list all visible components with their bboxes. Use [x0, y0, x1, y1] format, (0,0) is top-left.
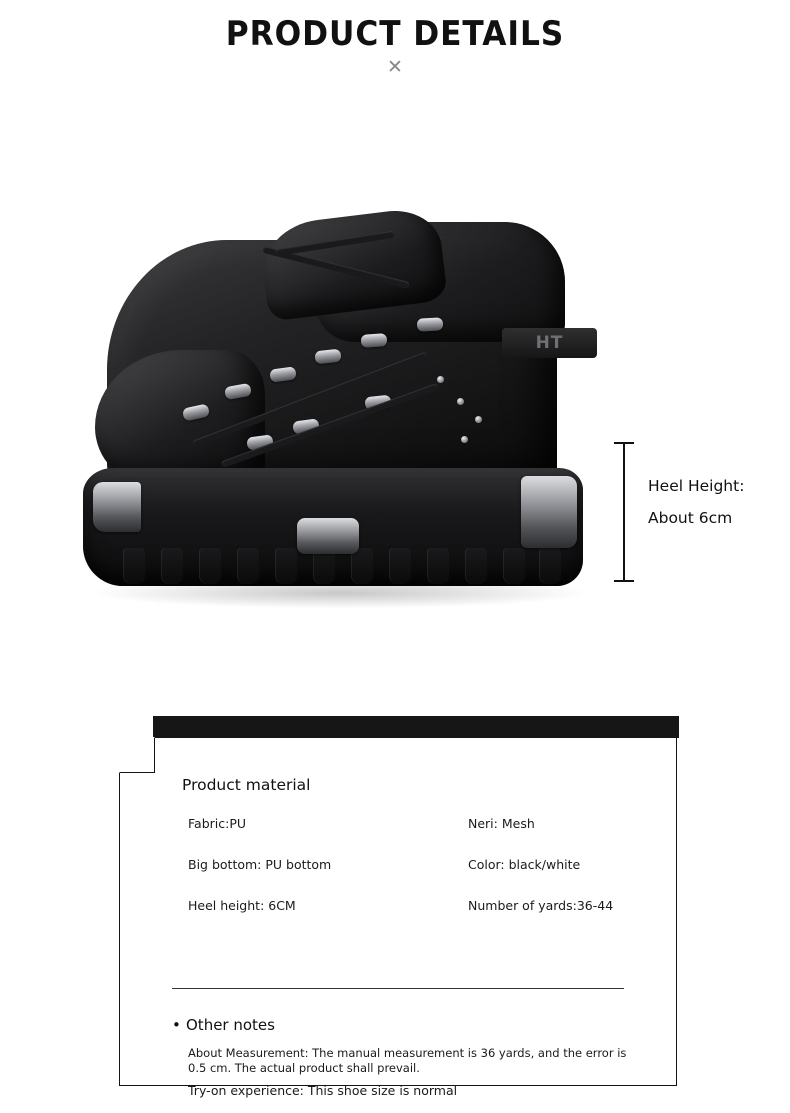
measure-line	[623, 442, 625, 582]
sole-tread	[237, 548, 259, 584]
metal-center-plate	[297, 518, 359, 554]
heel-height-measure-bar	[612, 438, 638, 586]
other-notes-body	[188, 1046, 648, 1098]
heel-height-label-line2: About 6cm	[648, 509, 733, 527]
sole-tread	[351, 548, 373, 584]
heel-height-label	[648, 470, 790, 534]
specs-column-left	[188, 816, 418, 939]
card-folded-corner	[120, 738, 155, 773]
specs-column-right	[468, 816, 698, 939]
sole-tread	[539, 548, 561, 584]
section-title-product-material: Product material	[182, 776, 311, 794]
card-body	[119, 738, 677, 1098]
other-notes-title-text: Other notes	[186, 1016, 275, 1034]
bullet-icon: •	[172, 1016, 181, 1034]
sole-tread	[503, 548, 525, 584]
card-top-bar	[153, 716, 679, 738]
metal-toe-plate	[93, 482, 141, 532]
spec-heel-height: Heel height: 6CM	[188, 898, 296, 913]
spec-color: Color: black/white	[468, 857, 581, 872]
sole-tread	[389, 548, 411, 584]
close-x-icon[interactable]: ✕	[387, 57, 403, 78]
metal-stud-icon	[475, 416, 482, 423]
sole-tread	[275, 548, 297, 584]
other-notes-title	[172, 1016, 275, 1034]
sole-tread	[199, 548, 221, 584]
note-measurement: About Measurement: The manual measurement is 36 yards, and the error is 0.5 cm. The actual product shall prevail.	[188, 1046, 627, 1075]
note-try-on: Try-on experience: This shoe size is normal	[188, 1083, 458, 1098]
metal-stud-icon	[437, 376, 444, 383]
spec-number-of-yards: Number of yards:36-44	[468, 898, 614, 913]
lace-hook-icon	[361, 333, 388, 348]
spec-neri: Neri: Mesh	[468, 816, 535, 831]
metal-stud-icon	[457, 398, 464, 405]
measure-cap-bottom	[614, 580, 634, 582]
spec-fabric: Fabric:PU	[188, 816, 247, 831]
product-image	[45, 180, 625, 650]
lace-hook-icon	[417, 317, 444, 331]
sole-tread	[465, 548, 487, 584]
sole-tread	[123, 548, 145, 584]
heel-height-label-line1: Heel Height:	[648, 477, 745, 495]
page-title: PRODUCT DETAILS	[225, 14, 565, 54]
card-divider	[172, 988, 624, 989]
sole-tread	[427, 548, 449, 584]
metal-heel-plate	[521, 476, 577, 548]
product-material-card	[119, 716, 679, 1098]
spec-big-bottom: Big bottom: PU bottom	[188, 857, 332, 872]
brand-tab: HT	[502, 328, 597, 358]
metal-stud-icon	[461, 436, 468, 443]
shoe-illustration	[65, 200, 605, 630]
sole-tread	[161, 548, 183, 584]
